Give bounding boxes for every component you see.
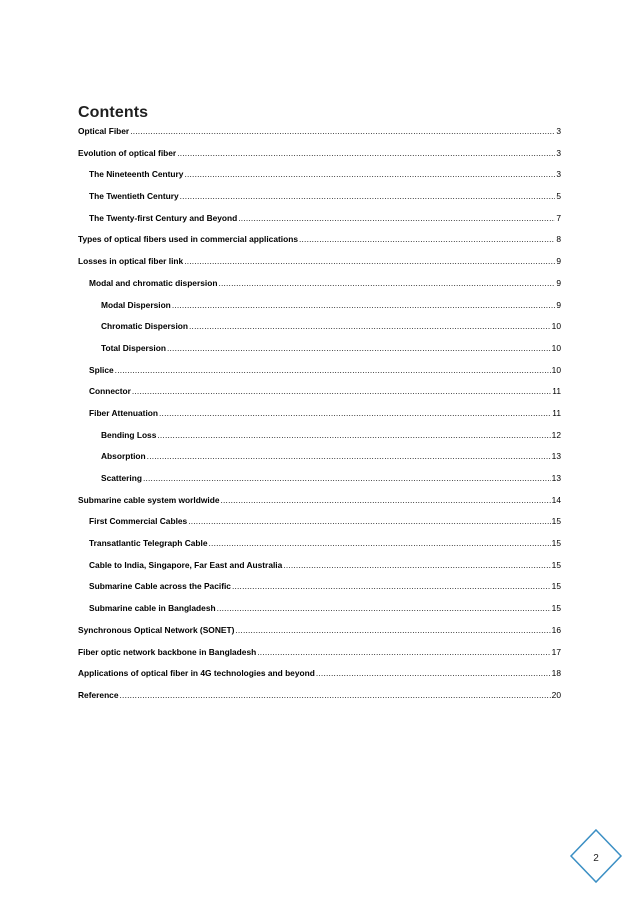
- toc-dot-leader: [180, 191, 556, 201]
- toc-entry-title[interactable]: Fiber Attenuation: [89, 407, 159, 418]
- toc-entry[interactable]: [78, 191, 561, 213]
- toc-dot-leader: [147, 451, 551, 461]
- toc-entry-page: 3: [556, 147, 561, 158]
- toc-entry[interactable]: [78, 516, 561, 538]
- toc-dot-leader: [177, 148, 555, 158]
- toc-entry[interactable]: [78, 408, 561, 430]
- toc-entry[interactable]: [78, 690, 561, 712]
- toc-entry-page: 15: [551, 538, 561, 549]
- toc-entry-page: 15: [551, 603, 561, 614]
- toc-entry-page: 13: [551, 451, 561, 462]
- toc-entry[interactable]: [78, 300, 561, 322]
- toc-entry-title[interactable]: Optical Fiber: [78, 126, 130, 136]
- toc-entry-title[interactable]: Submarine cable in Bangladesh: [89, 603, 216, 614]
- toc-entry[interactable]: [78, 538, 561, 560]
- toc-entry[interactable]: [78, 278, 561, 300]
- toc-entry-title[interactable]: Submarine Cable across the Pacific: [89, 581, 231, 592]
- toc-entry-page: 15: [551, 581, 561, 592]
- toc-entry[interactable]: [78, 321, 561, 343]
- toc-entry-page: 9: [556, 256, 561, 267]
- toc-dot-leader: [184, 169, 555, 179]
- toc-entry-page: 3: [556, 126, 561, 136]
- toc-entry[interactable]: [78, 495, 561, 517]
- toc-entry-title[interactable]: Total Dispersion: [101, 342, 166, 353]
- toc-entry-title[interactable]: Connector: [89, 386, 131, 397]
- toc-entry-page: 9: [556, 299, 561, 310]
- toc-entry[interactable]: [78, 560, 561, 582]
- toc-entry[interactable]: [78, 451, 561, 473]
- toc-entry-page: 3: [556, 169, 561, 180]
- toc-entry-page: 7: [556, 212, 561, 223]
- toc-entry[interactable]: [78, 126, 561, 148]
- toc-entry-page: 14: [551, 494, 561, 505]
- toc-entry-title[interactable]: Modal Dispersion: [101, 299, 171, 310]
- toc-entry-title[interactable]: Applications of optical fiber in 4G technologies and beyond: [78, 668, 315, 679]
- toc-dot-leader: [232, 581, 551, 591]
- table-of-contents: [78, 126, 561, 712]
- toc-entry-title[interactable]: Absorption: [101, 451, 146, 462]
- toc-dot-leader: [316, 668, 551, 678]
- toc-dot-leader: [130, 126, 555, 136]
- toc-entry-title[interactable]: Bending Loss: [101, 429, 157, 440]
- toc-dot-leader: [283, 560, 550, 570]
- toc-entry-title[interactable]: Fiber optic network backbone in Bangladesh: [78, 646, 257, 657]
- toc-dot-leader: [184, 256, 555, 266]
- toc-entry[interactable]: [78, 213, 561, 235]
- toc-entry-title[interactable]: First Commercial Cables: [89, 516, 188, 527]
- toc-entry[interactable]: [78, 256, 561, 278]
- toc-entry-title[interactable]: Losses in optical fiber link: [78, 256, 184, 267]
- toc-entry-page: 12: [551, 429, 561, 440]
- toc-dot-leader: [188, 516, 550, 526]
- toc-entry[interactable]: [78, 647, 561, 669]
- toc-dot-leader: [132, 386, 551, 396]
- toc-dot-leader: [172, 300, 556, 310]
- toc-dot-leader: [120, 690, 551, 700]
- toc-dot-leader: [217, 603, 551, 613]
- toc-entry-page: 11: [552, 386, 561, 397]
- toc-entry-page: 11: [552, 407, 561, 418]
- toc-dot-leader: [209, 538, 551, 548]
- page-number: 2: [593, 853, 599, 864]
- toc-entry-title[interactable]: Evolution of optical fiber: [78, 147, 177, 158]
- toc-entry-page: 13: [551, 473, 561, 483]
- toc-dot-leader: [143, 473, 551, 483]
- toc-dot-leader: [189, 321, 551, 331]
- toc-dot-leader: [159, 408, 551, 418]
- toc-dot-leader: [235, 625, 550, 635]
- toc-entry-page: 10: [551, 364, 561, 375]
- toc-entry-page: 16: [551, 624, 561, 635]
- toc-dot-leader: [238, 213, 555, 223]
- toc-entry-page: 9: [556, 277, 561, 288]
- toc-dot-leader: [221, 495, 551, 505]
- toc-entry-page: 17: [551, 646, 561, 657]
- toc-entry-page: 5: [556, 191, 561, 202]
- toc-entry[interactable]: [78, 169, 561, 191]
- toc-entry-page: 18: [551, 668, 561, 679]
- toc-entry[interactable]: [78, 343, 561, 365]
- toc-dot-leader: [299, 234, 555, 244]
- toc-entry[interactable]: [78, 430, 561, 452]
- toc-entry-title[interactable]: Chromatic Dispersion: [101, 321, 189, 332]
- toc-entry-page: 8: [556, 234, 561, 245]
- toc-dot-leader: [115, 365, 551, 375]
- toc-entry-title[interactable]: Transatlantic Telegraph Cable: [89, 538, 208, 549]
- toc-entry-title[interactable]: Reference: [78, 689, 119, 700]
- toc-dot-leader: [218, 278, 555, 288]
- toc-entry[interactable]: [78, 581, 561, 603]
- toc-entry[interactable]: [78, 234, 561, 256]
- toc-heading: Contents: [78, 104, 149, 121]
- toc-entry-title[interactable]: The Twentieth Century: [89, 191, 179, 202]
- toc-dot-leader: [257, 647, 550, 657]
- toc-entry-title[interactable]: The Nineteenth Century: [89, 169, 184, 180]
- toc-entry[interactable]: [78, 625, 561, 647]
- toc-entry-page: 10: [551, 321, 561, 332]
- toc-entry-title[interactable]: Synchronous Optical Network (SONET): [78, 624, 235, 635]
- toc-entry[interactable]: [78, 365, 561, 387]
- toc-entry[interactable]: [78, 386, 561, 408]
- toc-entry-title[interactable]: Submarine cable system worldwide: [78, 494, 220, 505]
- toc-entry-page: 15: [551, 516, 561, 527]
- toc-entry-page: 20: [551, 689, 561, 700]
- toc-dot-leader: [167, 343, 551, 353]
- toc-entry[interactable]: [78, 473, 561, 495]
- toc-entry[interactable]: [78, 668, 561, 690]
- toc-entry[interactable]: [78, 603, 561, 625]
- toc-entry-title[interactable]: Scattering: [101, 473, 142, 483]
- toc-entry-title[interactable]: Cable to India, Singapore, Far East and Australia: [89, 559, 283, 570]
- page-number-badge: [565, 826, 625, 886]
- toc-entry-title[interactable]: Modal and chromatic dispersion: [89, 277, 218, 288]
- toc-entry-title[interactable]: Types of optical fibers used in commercial applications: [78, 234, 298, 245]
- toc-entry-page: 15: [551, 559, 561, 570]
- toc-entry[interactable]: [78, 148, 561, 170]
- toc-entry-page: 10: [551, 342, 561, 353]
- toc-entry-title[interactable]: The Twenty-first Century and Beyond: [89, 212, 238, 223]
- toc-dot-leader: [157, 430, 550, 440]
- toc-entry-title[interactable]: Splice: [89, 364, 114, 375]
